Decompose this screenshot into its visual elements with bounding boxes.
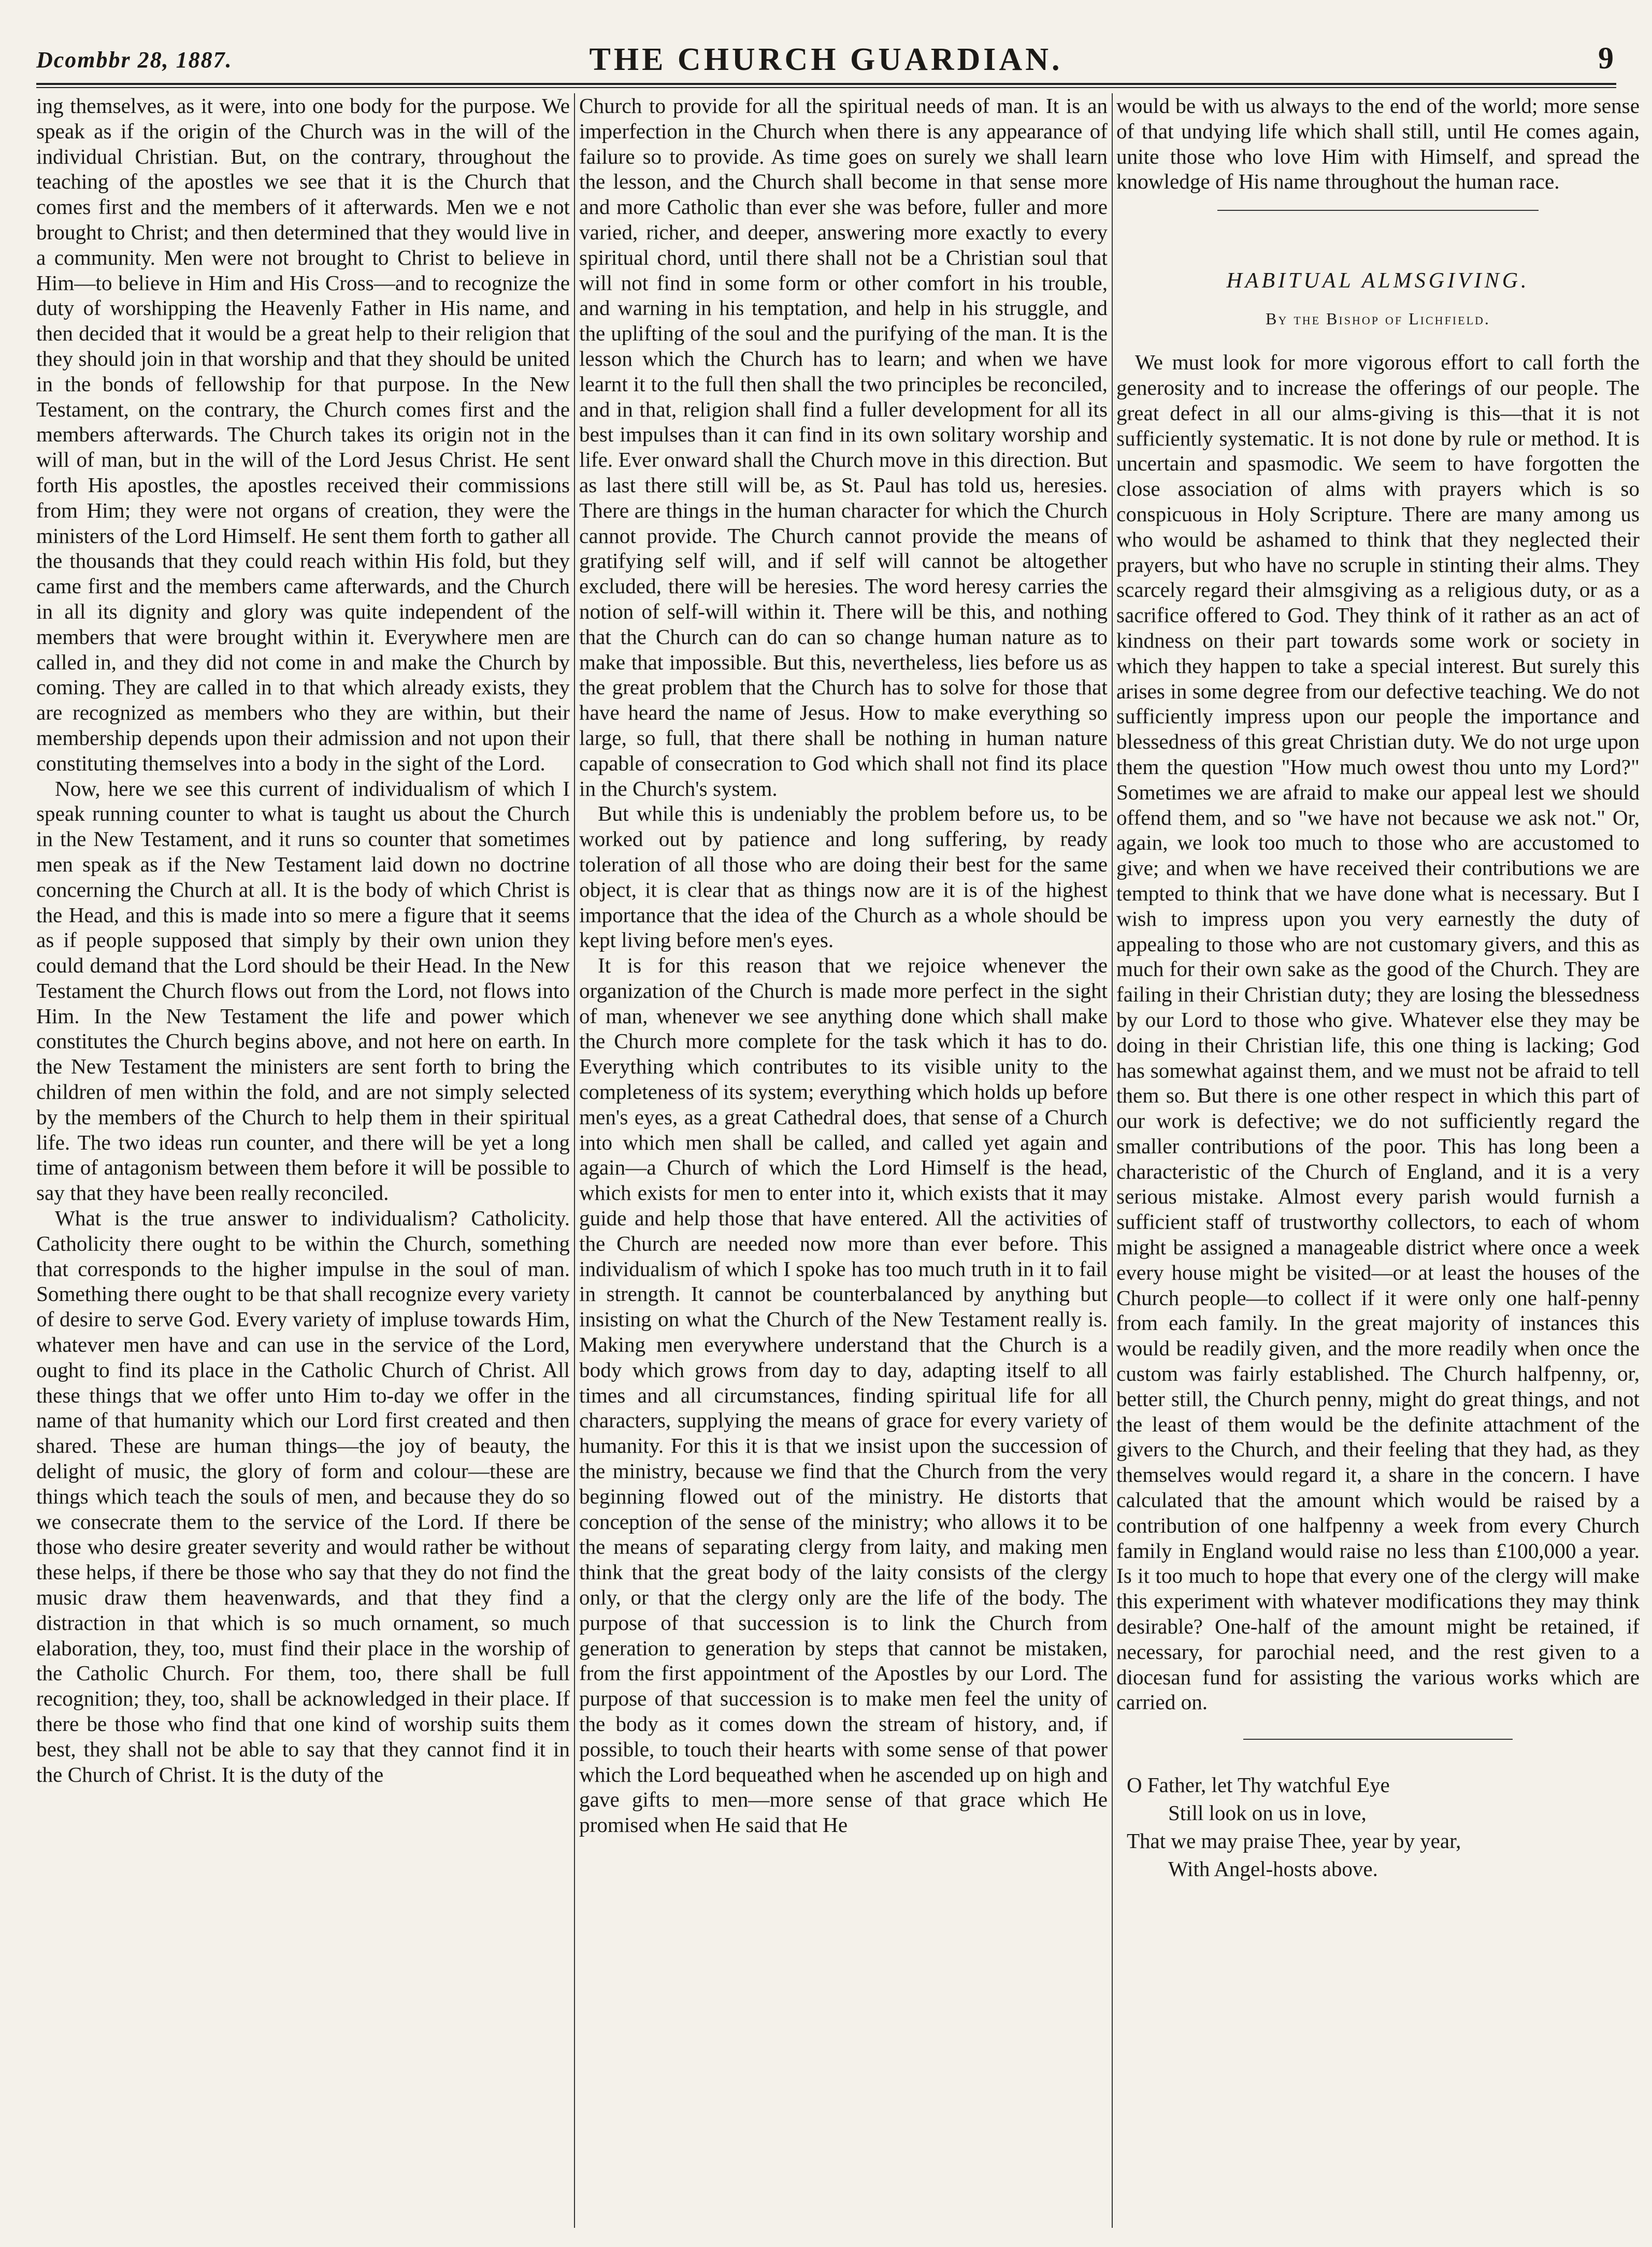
column-divider bbox=[574, 93, 575, 2228]
hymn-line: O Father, let Thy watchful Eye bbox=[1127, 1773, 1390, 1797]
hymn-line: Still look on us in love, bbox=[1168, 1801, 1367, 1825]
article-heading: HABITUAL ALMSGIVING. bbox=[1226, 269, 1530, 293]
paragraph: It is for this reason that we rejoice whenever the organization of the Church is made more perfect in the sight of man, whenever we see anything done which shall make the Church more complete for the task which it has to do. Everything which contributes to its visible unity to the completeness of its system; everything which holds up before men's eyes, as a great Cathedral does, that sense of a Church into which men shall be called, and called yet again and again—a Church of which the Lord Himself is the head, which exists for men to enter into it, which exists that it may guide and help those that have entered. All the activities of the Church are needed now more than ever before. This individualism of which I spoke has too much truth in it to fail in strength. It cannot be counterbalanced by anything but insisting on what the Church of the New Testament really is. Making men everywhere understand that the Church is a body which grows from day to day, adapting itself to all times and all circumstances, finding spiritual life for all characters, supplying the means of grace for every variety of humanity. For this it is that we insist upon the succession of the ministry, because we find that the Church from the very beginning flowed out of the ministry. He distorts that conception of the sense of the ministry; who allows it to be the means of separating clergy from laity, and making men think that the great body of the laity consists of the clergy only, or that the clergy only are the life of the body. The purpose of that succession is to link the Church from generation to generation by steps that cannot be mistaken, from the first appointment of the Apostles by our Lord. The purpose of that succession is to make men feel the unity of the body as it comes down the stream of history, and, if possible, to touch their hearts with some sense of that power which the Lord bequeathed when he ascended up on high and gave gifts to men—more sense of that grace which He promised when He said that He bbox=[579, 953, 1108, 1837]
paragraph: We must look for more vigorous effort to call forth the generosity and to increase the offerings of our people. The great defect in all our alms-giving is this—that it is not sufficiently systematic. It is not done by rule or method. It is uncertain and spasmodic. We seem to have forgotten the close association of alms with prayers which is so conspicuous in Holy Scripture. There are many among us who would be ashamed to think that they neglected their prayers, but who have no scruple in stinting their alms. They scarcely regard their almsgiving as a religious duty, or as a sacrifice offered to God. They think of it rather as an act of kindness on their part towards some work or society in which they happen to take a special interest. But surely this arises in some degree from our defective teaching. We do not sufficiently impress upon our people the importance and blessedness of this great Christian duty. We do not urge upon them the question "How much owest thou unto my Lord?" Sometimes we are afraid to make our appeal lest we should offend them, and so "we have not because we ask not." Or, again, we look too much to those who are accustomed to give; and when we have received their contributions we are tempted to think that we have done what is necessary. But I wish to impress upon you very earnestly the duty of appealing to those who are not customary givers, and this as much for their own sake as the good of the Church. They are failing in their Christian duty; they are losing the blessedness by our Lord to those who give. Whatever else they may be doing in their Christian life, this one thing is lacking; God has somewhat against them, and we must not be afraid to tell them so. But there is one other respect in which this part of our work is defective; we do not sufficiently regard the smaller contributions of the poor. This has long been a characteristic of the Church of England, and it is a very serious mistake. Almost every parish would furnish a sufficient staff of trustworthy collectors, to each of whom might be assigned a manageable district where once a week every house might be visited—or at least the houses of the Church people—to collect if it were only one half-penny from each family. In the great majority of instances this would be readily given, and the more readily when once the custom was fairly established. The Church halfpenny, or, better still, the Church penny, might do great things, and not the least of them would be the definite attachment of the givers to the Church, and their feeling that they had, as they themselves would regard it, a share in the concern. I have calculated that the amount which would be raised by a contribution of one halfpenny a week from every Church family in England would raise no less than £100,000 a year. Is it too much to hope that every one of the clergy will make this experiment with whatever modifications they may think desirable? One-half of the amount might be retained, if necessary, for parochial need, and the rest given to a diocesan fund for assisting the various works which are carried on. bbox=[1116, 350, 1640, 1714]
column-three bbox=[1116, 93, 1640, 2228]
page-number: 9 bbox=[1598, 41, 1614, 75]
hymn-line: That we may praise Thee, year by year, bbox=[1127, 1829, 1461, 1853]
paragraph: ing themselves, as it were, into one body for the purpose. We speak as if the origin of the Church was in the will of the individual Christian. But, on the contrary, throughout the teaching of the apostles we see that it is the Church that comes first and the members of it afterwards. Men we e not brought to Christ; and then determined that they would live in a community. Men were not brought to Christ to believe in Him—to believe in Him and His Cross—and to recognize the duty of worshipping the Heavenly Father in His name, and then decided that it would be a great help to their religion that they should join in that worship and that they should be united in the bonds of fellowship for that purpose. In the New Testament, on the contrary, the Church comes first and the members afterwards. The Church takes its origin not in the will of man, but in the will of the Lord Jesus Christ. He sent forth His apostles, the apostles received their commissions from Him; they were not organs of creation, they were the ministers of the Lord Himself. He sent them forth to gather all the thousands that they could reach within His fold, but they came first and the members came afterwards, and the Church in all its dignity and glory was quite independent of the members that were brought within it. Everywhere men are called in, and they did not come in and make the Church by coming. They are called in to that which already exists, they are recognized as members who they are within, but their membership depends upon their admission and not upon their constituting themselves into a body in the sight of the Lord. bbox=[36, 94, 570, 775]
section-divider bbox=[1243, 1739, 1513, 1740]
hymn-verse bbox=[1116, 1771, 1640, 1883]
masthead-title: THE CHURCH GUARDIAN. bbox=[589, 42, 1063, 77]
hymn-line: With Angel-hosts above. bbox=[1168, 1857, 1378, 1881]
issue-date: Dcombbr 28, 1887. bbox=[36, 47, 233, 73]
paragraph: Now, here we see this current of individualism of which I speak running counter to what is taught us about the Church in the New Testament, and it runs so counter that sometimes men speak as if the New Testament laid down no doctrine concerning the Church at all. It is the body of which Christ is the Head, and this is made into so mere a figure that it seems as if people supposed that simply by their own union they could demand that the Lord should be their Head. In the New Testament the Church flows out from the Lord, not flows into Him. In the New Testament the life and power which constitutes the Church begins above, and not here on earth. In the New Testament the ministers are sent forth to bring the children of men within the fold, and are not simply selected by the members of the Church to help them in their spiritual life. The two ideas run counter, and there will be yet a long time of antagonism between them before it will be possible to say that they have been really reconciled. bbox=[36, 776, 570, 1205]
article-byline: By the Bishop of Lichfield. bbox=[1266, 309, 1490, 328]
column-two bbox=[579, 93, 1108, 2228]
column-one bbox=[36, 93, 570, 2228]
paragraph: But while this is undeniably the problem before us, to be worked out by patience and long suffering, by ready toleration of all those who are doing their best for the same object, it is clear that as things now are it is of the highest importance that the idea of the Church as a whole should be kept living before men's eyes. bbox=[579, 802, 1108, 952]
section-divider bbox=[1217, 210, 1539, 211]
paragraph: would be with us always to the end of the world; more sense of that undying life which shall still, until He comes again, unite those who love Him with Himself, and spread the knowledge of His name throughout the human race. bbox=[1116, 94, 1640, 194]
header-rule bbox=[36, 83, 1616, 85]
paragraph: Church to provide for all the spiritual needs of man. It is an imperfection in the Church when there is any appearance of failure so to provide. As time goes on surely we shall learn the lesson, and the Church shall become in that sense more and more Catholic than ever she was before, fuller and more varied, richer, and deeper, answering more exactly to every spiritual chord, until there shall not be a Christian soul that will not find in some form or other comfort in his trouble, and warning in his temptation, and help in his struggle, and the uplifting of the soul and the purifying of the man. It is the lesson which the Church has to learn; and when we have learnt it to the full then shall the two principles be reconciled, and in that, religion shall find a fuller development for all its best impulses than it can find in its own solitary worship and life. Ever onward shall the Church move in this direction. But as last there still will be, as St. Paul has told us, heresies. There are things in the human character for which the Church cannot provide. The Church cannot provide the means of gratifying self will, and if self will cannot be altogether excluded, there will be heresies. The word heresy carries the notion of self-will within it. There will be this, and nothing that the Church can do can so change human nature as to make that impossible. But this, nevertheless, lies before us as the great problem that the Church has to solve for those that have heard the name of Jesus. How to make everything so large, so full, that there shall be nothing in human nature capable of consecration to God which shall not find its place in the Church's system. bbox=[579, 94, 1108, 800]
header-rule-thin bbox=[36, 87, 1616, 88]
paragraph: What is the true answer to individualism? Catholicity. Catholicity there ought to be within the Church, something that corresponds to the higher impulse in the soul of man. Something there ought to be that shall recognize every variety of desire to serve God. Every variety of impluse towards Him, whatever men have and can use in the service of the Lord, ought to find its place in the Catholic Church of Christ. All these things that we offer unto Him to-day we offer in the name of that humanity which our Lord first created and then shared. These are human things—the joy of beauty, the delight of music, the glory of form and colour—these are things which teach the souls of men, and because they do so we consecrate them to the service of the Lord. If there be those who desire greater severity and would rather be without these helps, if there be those who say that they do not find the music draw them heavenwards, and that they find a distraction in that which is so much ornament, so much elaboration, they, too, must find their place in the worship of the Catholic Church. For them, too, there shall be full recognition; they, too, shall be acknowledged in their place. If there be those who find that one kind of worship suits them best, they shall not be able to say that they cannot find it in the Church of Christ. It is the duty of the bbox=[36, 1206, 570, 1786]
column-divider bbox=[1112, 93, 1113, 2228]
